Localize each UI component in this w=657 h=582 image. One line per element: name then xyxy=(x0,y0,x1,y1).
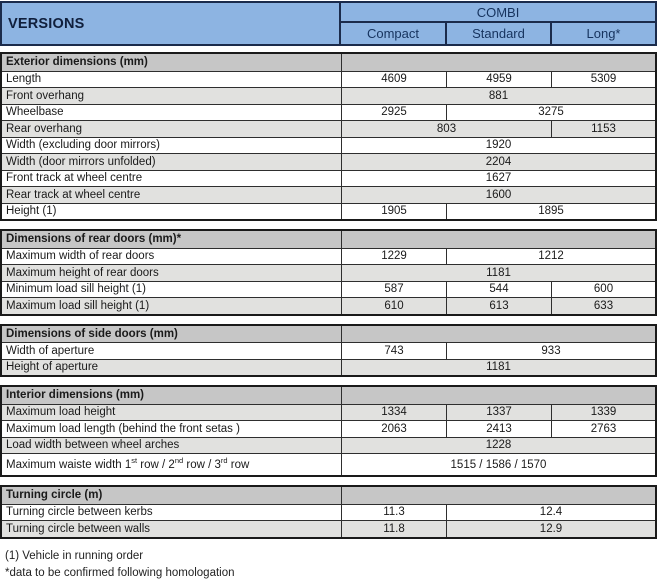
spec-row-max-load-length xyxy=(2,420,655,437)
footnote-homologation: *data to be confirmed following homologation xyxy=(5,566,235,579)
row-label: Width (door mirrors unfolded) xyxy=(6,155,156,168)
value-cell: 12.9 xyxy=(446,521,655,537)
row-label: Width (excluding door mirrors) xyxy=(6,139,161,152)
section-header-spacer xyxy=(341,387,655,404)
value-cell: 610 xyxy=(384,299,404,312)
value-cell: 1229 xyxy=(381,250,407,263)
value-cell: 2763 xyxy=(551,421,655,437)
section-exterior-dimensions xyxy=(0,52,657,221)
spec-row-front-track xyxy=(2,170,655,187)
spec-row-front-overhang xyxy=(2,87,655,104)
value-cell: 1153 xyxy=(551,121,655,137)
spec-row-min-load-sill xyxy=(2,281,655,298)
spec-row-width-mirrors-unfolded xyxy=(2,153,655,170)
value-cell: 1515 / 1586 / 1570 xyxy=(450,458,547,471)
row-label: Height of aperture xyxy=(6,361,99,374)
spec-row-turning-kerbs xyxy=(2,504,655,521)
header-columns-area xyxy=(341,3,655,44)
spec-row-rear-track xyxy=(2,186,655,203)
footnote-running-order: (1) Vehicle in running order xyxy=(5,549,144,562)
value-cell: 11.3 xyxy=(383,506,405,519)
value-cell: 933 xyxy=(446,343,655,359)
section-header-spacer xyxy=(341,231,655,248)
section-header-spacer xyxy=(341,54,655,71)
value-cell: 1212 xyxy=(446,249,655,265)
section-title: Dimensions of rear doors (mm)* xyxy=(6,233,182,246)
value-cell: 743 xyxy=(384,344,404,357)
versions-header-cell xyxy=(2,3,341,44)
spec-row-wheelbase xyxy=(2,104,655,121)
section-header-row xyxy=(2,387,655,404)
section-rear-doors xyxy=(0,229,657,316)
value-cell: 1228 xyxy=(485,439,512,452)
value-cell: 633 xyxy=(551,298,655,314)
row-label: Maximum height of rear doors xyxy=(6,266,159,279)
spec-row-max-width-rear-doors xyxy=(2,248,655,265)
value-cell: 1905 xyxy=(381,205,407,218)
section-header-row xyxy=(2,54,655,71)
value-cell: 2063 xyxy=(381,422,407,435)
value-cell: 1339 xyxy=(551,405,655,421)
row-label: Width of aperture xyxy=(6,344,95,357)
row-label: Maximum load length (behind the front setas ) xyxy=(6,422,240,435)
row-label: Maximum load sill height (1) xyxy=(6,299,150,312)
value-cell: 4959 xyxy=(446,72,551,88)
value-cell: 803 xyxy=(436,122,457,135)
spec-row-height xyxy=(2,203,655,220)
row-label: Front track at wheel centre xyxy=(6,172,143,185)
section-title: Exterior dimensions (mm) xyxy=(6,56,148,69)
value-cell: 2413 xyxy=(446,421,551,437)
spec-row-max-load-height xyxy=(2,404,655,421)
row-label: Load width between wheel arches xyxy=(6,439,180,452)
table-header xyxy=(0,1,657,46)
spec-row-height-of-aperture xyxy=(2,359,655,376)
value-cell: 2204 xyxy=(485,155,512,168)
value-cell: 2925 xyxy=(381,106,407,119)
value-cell: 613 xyxy=(446,298,551,314)
column-header-long: Long* xyxy=(550,23,655,44)
row-label: Wheelbase xyxy=(6,106,64,119)
row-label: Turning circle between walls xyxy=(6,522,151,535)
row-label: Turning circle between kerbs xyxy=(6,506,153,519)
value-cell: 1895 xyxy=(446,204,655,220)
row-label: Maximum width of rear doors xyxy=(6,250,155,263)
section-header-row xyxy=(2,487,655,504)
value-cell: 544 xyxy=(446,282,551,298)
row-label: Rear overhang xyxy=(6,122,83,135)
value-cell: 3275 xyxy=(446,105,655,121)
spec-row-width-excl-mirrors xyxy=(2,137,655,154)
row-label: Rear track at wheel centre xyxy=(6,188,141,201)
row-label: Length xyxy=(6,73,42,86)
section-header-spacer xyxy=(341,326,655,343)
spec-row-max-load-sill xyxy=(2,297,655,314)
spec-row-turning-walls xyxy=(2,520,655,537)
value-cell: 600 xyxy=(551,282,655,298)
section-title: Dimensions of side doors (mm) xyxy=(6,327,178,340)
spec-row-rear-overhang xyxy=(2,120,655,137)
value-cell: 881 xyxy=(488,89,509,102)
column-headers xyxy=(341,23,655,44)
value-cell: 1181 xyxy=(486,266,511,279)
spec-row-width-of-aperture xyxy=(2,342,655,359)
spec-row-length xyxy=(2,71,655,88)
value-cell: 587 xyxy=(384,283,404,296)
section-header-row xyxy=(2,231,655,248)
value-cell: 1920 xyxy=(485,139,512,152)
row-label: Front overhang xyxy=(6,89,84,102)
spec-row-max-height-rear-doors xyxy=(2,264,655,281)
value-cell: 11.8 xyxy=(383,522,405,535)
section-header-row xyxy=(2,326,655,343)
spec-row-max-waiste-width xyxy=(2,453,655,475)
column-header-standard: Standard xyxy=(445,23,550,44)
value-cell: 1627 xyxy=(485,172,512,185)
versions-label: VERSIONS xyxy=(8,15,85,32)
value-cell: 12.4 xyxy=(446,505,655,521)
section-title: Turning circle (m) xyxy=(6,489,103,502)
section-interior-dimensions xyxy=(0,385,657,477)
section-side-doors xyxy=(0,324,657,378)
row-label: Maximum load height xyxy=(6,406,116,419)
spec-row-load-width-wheel-arches xyxy=(2,437,655,454)
value-cell: 1600 xyxy=(485,188,512,201)
row-label: Height (1) xyxy=(6,205,57,218)
value-cell: 1181 xyxy=(486,361,511,374)
value-cell: 1337 xyxy=(446,405,551,421)
combi-group-label: COMBI xyxy=(341,3,655,23)
section-turning-circle xyxy=(0,485,657,539)
section-title: Interior dimensions (mm) xyxy=(6,389,145,402)
section-header-spacer xyxy=(341,487,655,504)
column-header-compact: Compact xyxy=(366,26,420,41)
value-cell: 5309 xyxy=(551,72,655,88)
value-cell: 4609 xyxy=(381,73,407,86)
row-label: Maximum waiste width 1st row / 2nd row / 3rd row xyxy=(6,455,250,471)
footnotes xyxy=(0,548,657,582)
row-label: Minimum load sill height (1) xyxy=(6,283,146,296)
value-cell: 1334 xyxy=(381,406,407,419)
